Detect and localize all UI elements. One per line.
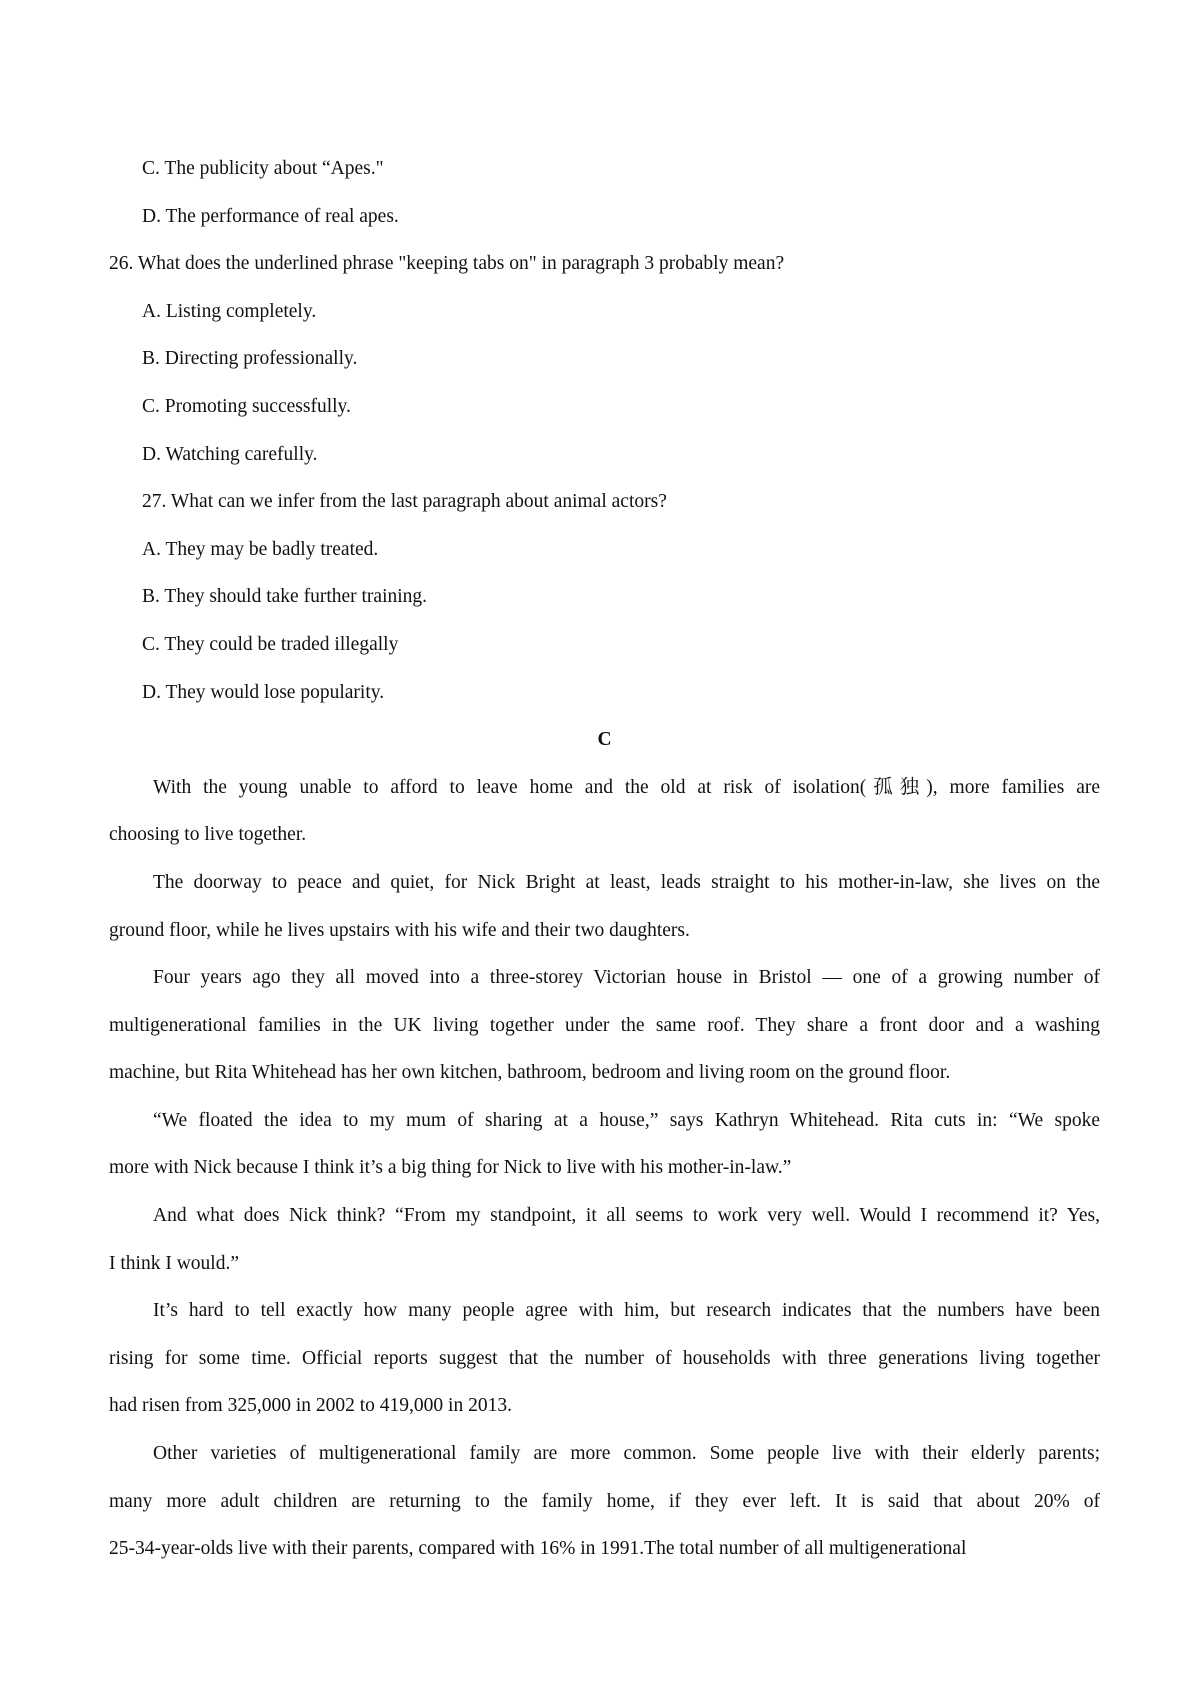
- paragraph-line: I think I would.”: [109, 1252, 239, 1274]
- option-25d: D. The performance of real apes.: [142, 205, 399, 227]
- paragraph-line: The doorway to peace and quiet, for Nick Bright at least, leads straight to his mother-in-law, she lives on the: [153, 871, 1100, 893]
- option-27d: D. They would lose popularity.: [142, 681, 385, 703]
- option-26d: D. Watching carefully.: [142, 443, 318, 465]
- paragraph: [109, 859, 1100, 954]
- paragraph-line: choosing to live together.: [109, 824, 307, 846]
- paragraph-line: ground floor, while he lives upstairs with his wife and their two daughters.: [109, 919, 690, 941]
- option-27c: C. They could be traded illegally: [142, 633, 399, 655]
- paragraph-line: It’s hard to tell exactly how many people agree with him, but research indicates that the numbers have been: [153, 1300, 1100, 1322]
- paragraph-line: Four years ago they all moved into a three-storey Victorian house in Bristol — one of a growing number of: [153, 967, 1100, 989]
- paragraph-line: rising for some time. Official reports suggest that the number of households with three generations living together: [109, 1347, 1100, 1369]
- passage: [109, 764, 1100, 1573]
- paragraph-line: more with Nick because I think it’s a big thing for Nick to live with his mother-in-law.”: [109, 1157, 792, 1179]
- question-27: 27. What can we infer from the last paragraph about animal actors?: [142, 491, 667, 513]
- paragraph-line: machine, but Rita Whitehead has her own kitchen, bathroom, bedroom and living room on the ground floor.: [109, 1062, 951, 1084]
- paragraph-line: Other varieties of multigenerational family are more common. Some people live with their elderly parents;: [153, 1443, 1100, 1465]
- option-27b: B. They should take further training.: [142, 586, 428, 608]
- paragraph: [109, 1430, 1100, 1573]
- paragraph: [109, 1097, 1100, 1192]
- paragraph: [109, 764, 1100, 859]
- paragraph-line: And what does Nick think? “From my standpoint, it all seems to work very well. Would I recommend it? Yes,: [153, 1205, 1100, 1227]
- question-26: 26. What does the underlined phrase "keeping tabs on" in paragraph 3 probably mean?: [109, 253, 785, 275]
- paragraph: [109, 1287, 1100, 1430]
- paragraph: [109, 954, 1100, 1097]
- paragraph-line: had risen from 325,000 in 2002 to 419,000 in 2013.: [109, 1395, 512, 1417]
- option-26c: C. Promoting successfully.: [142, 395, 351, 417]
- option-26b: B. Directing professionally.: [142, 348, 358, 370]
- option-27a: A. They may be badly treated.: [142, 538, 379, 560]
- paragraph: [109, 1192, 1100, 1287]
- option-26a: A. Listing completely.: [142, 300, 317, 322]
- option-25c: C. The publicity about “Apes.": [142, 158, 384, 179]
- paragraph-line: many more adult children are returning to the family home, if they ever left. It is said that about 20% of: [109, 1490, 1100, 1512]
- paragraph-line: With the young unable to afford to leave home and the old at risk of isolation(孤独), more families are: [153, 776, 1100, 798]
- paragraph-line: “We floated the idea to my mum of sharing at a house,” says Kathryn Whitehead. Rita cuts in: “We spoke: [153, 1109, 1100, 1131]
- exam-page: [109, 145, 1100, 1573]
- paragraph-line: multigenerational families in the UK living together under the same roof. They share a front door and a washing: [109, 1014, 1100, 1036]
- paragraph-line: 25-34-year-olds live with their parents, compared with 16% in 1991.The total number of all multigenerational: [109, 1538, 967, 1560]
- section-heading: C: [597, 729, 612, 751]
